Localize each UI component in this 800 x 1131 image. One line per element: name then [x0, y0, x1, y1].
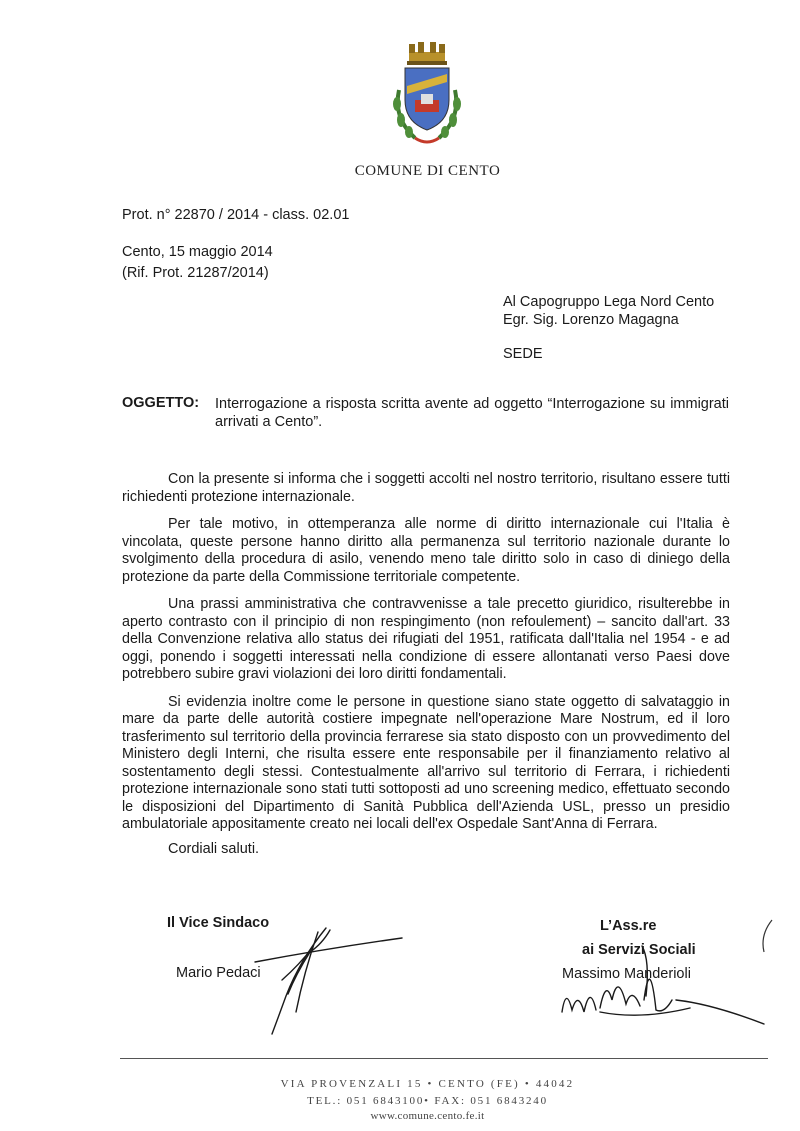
vice-mayor-name: Mario Pedaci: [176, 965, 261, 981]
recipient-line-2: Egr. Sig. Lorenzo Magagna: [503, 312, 679, 328]
body-paragraph-1: Con la presente si informa che i soggetti accolti nel nostro territorio, risultano essere tutti richiedenti protezione internazionale.: [122, 471, 730, 505]
recipient-line-1: Al Capogruppo Lega Nord Cento: [503, 294, 715, 310]
subject-label: OGGETTO:: [122, 395, 200, 411]
footer-divider: [120, 1058, 768, 1059]
assessor-name: Massimo Manderioli: [562, 966, 691, 982]
body-paragraph-2: Per tale motivo, in ottemperanza alle norme di diritto internazionale cui l'Italia è vincolata, queste persone hanno diritto alla permanenza sul territorio nazionale durante lo svolgimento della procedura di asilo, venendo meno tale diritto solo in caso di diniego della protezione da parte della Commissione territoriale competente.: [122, 516, 730, 585]
vice-mayor-signature: [255, 928, 402, 1034]
reference-protocol: (Rif. Prot. 21287/2014): [122, 265, 269, 281]
assessor-title: L’Ass.re: [600, 918, 657, 934]
subject-text: Interrogazione a risposta scritta avente ad oggetto “Interrogazione su immigrati arrivati a Cento”.: [215, 396, 729, 430]
footer-address: VIA PROVENZALI 15 • CENTO (FE) • 44042: [280, 1078, 575, 1090]
footer-phone-fax: TEL.: 051 6843100• FAX: 051 6843240: [307, 1095, 548, 1107]
assessor-department: ai Servizi Sociali: [582, 942, 696, 958]
cento-coat-of-arms: [385, 38, 469, 156]
body-paragraph-4: Si evidenzia inoltre come le persone in questione siano state oggetto di salvataggio in mare da parte delle autorità costiere impegnate nell'operazione Mare Nostrum, ed il loro trasferimento sul territorio della provincia ferrarese sia stato disposto con un provvedimento del Ministero degli Interni, che risulta essere ente responsabile per il finanziamento relativo al sostentamento degli stessi. Contestualmente all'arrivo sul territorio di Ferrara, i richiedenti protezione internazionale sono stati tutti sottoposti ad uno screening medico, effettuato secondo le disposizioni del Dipartimento di Sanità Pubblica dell'Azienda USL, presso un presidio ambulatoriale appositamente creato nei locali dell'ex Ospedale Sant'Anna di Ferrara.: [122, 693, 730, 832]
closing-greeting: Cordiali saluti.: [168, 841, 260, 857]
letter-date: Cento, 15 maggio 2014: [122, 244, 273, 260]
letter-body: [122, 471, 730, 844]
footer-website: www.comune.cento.fe.it: [370, 1110, 485, 1122]
margin-mark: [763, 920, 772, 952]
protocol-number: Prot. n° 22870 / 2014 - class. 02.01: [122, 207, 350, 223]
body-paragraph-3: Una prassi amministrativa che contravvenisse a tale precetto giuridico, risulterebbe in aperto contrasto con il principio di non respingimento (non refoulement) – sancito dall'art. 33 della Convenzione relativa allo status dei rifugiati del 1951, ratificata dall'Italia nel 1954 - e ad oggi, ponendo i soggetti interessati nella condizione di essere allontanati verso Paesi dove potrebbero subire gravi violazioni dei loro diritti fondamentali.: [122, 596, 730, 682]
vice-mayor-title: Il Vice Sindaco: [167, 915, 270, 931]
recipient-sede: SEDE: [503, 346, 543, 362]
comune-heading: COMUNE DI CENTO: [354, 163, 501, 179]
